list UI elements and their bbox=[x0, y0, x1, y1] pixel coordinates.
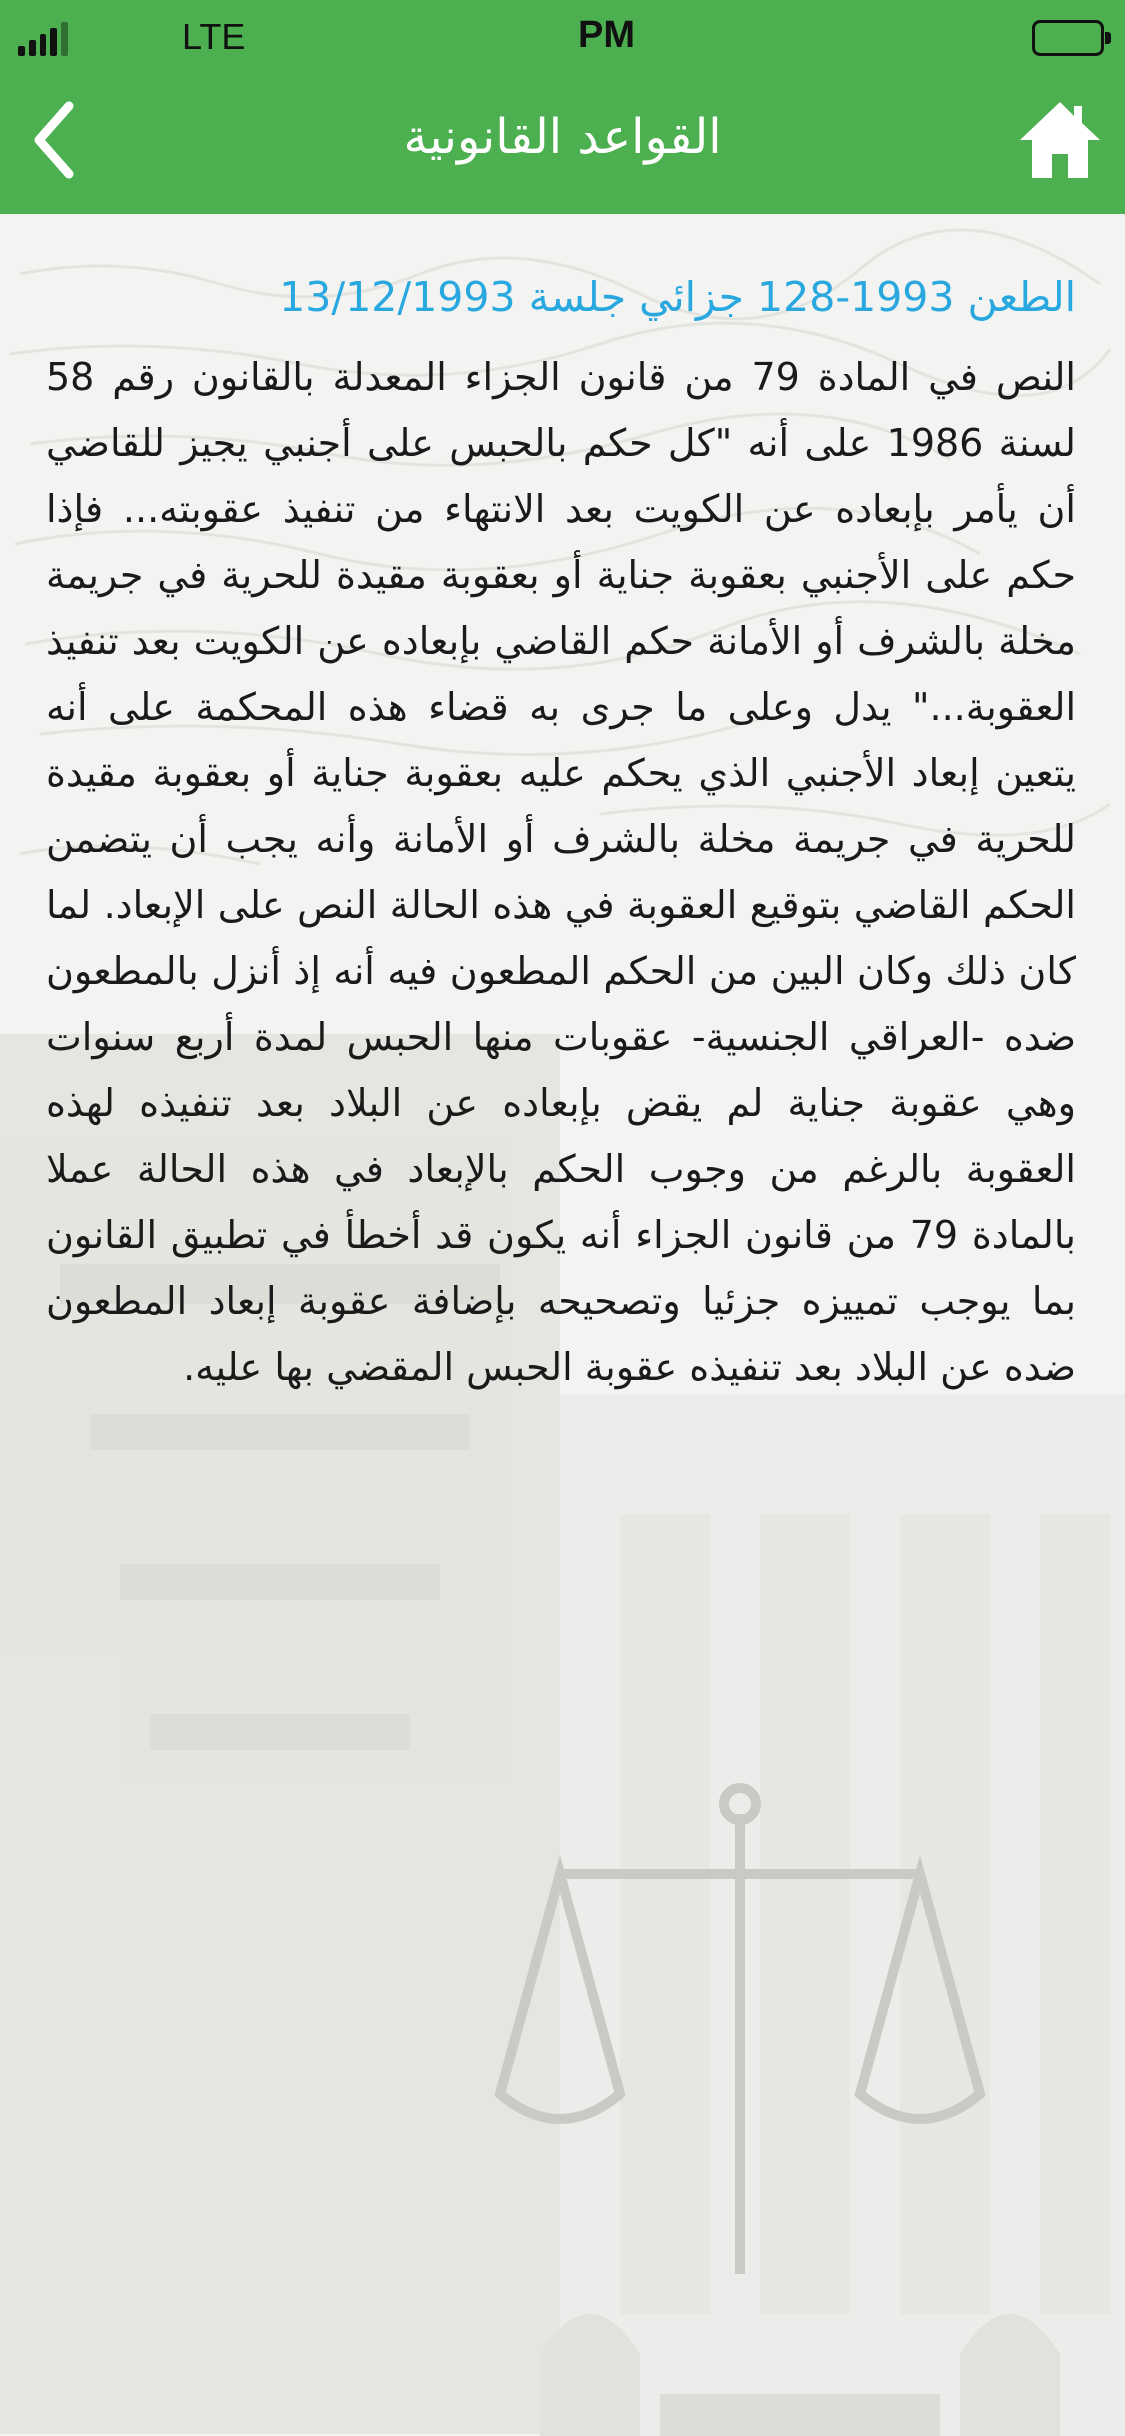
case-body-text: النص في المادة 79 من قانون الجزاء المعدلة بالقانون رقم 58 لسنة 1986 على أنه "كل حكم بالحبس على أجنبي يجيز للقاضي أن يأمر بإبعاده عن الكويت بعد الانتهاء من تنفيذ عقوبته... فإذا حكم على الأجنبي بعقوبة جناية أو بعقوبة مقيدة للحرية في جريمة مخلة بالشرف أو الأمانة حكم القاضي بإبعاده عن الكويت بعد تنفيذ العقوبة..." يدل وعلى ما جرى به قضاء هذه المحكمة على أنه يتعين إبعاد الأجنبي الذي يحكم عليه بعقوبة جناية أو بعقوبة مقيدة للحرية في جريمة مخلة بالشرف أو الأمانة وأنه يجب أن يتضمن الحكم القاضي بتوقيع العقوبة في هذه الحالة النص على الإبعاد. لما كان ذلك وكان البين من الحكم المطعون فيه أنه إذ أنزل بالمطعون ضده -العراقي الجنسية- عقوبات منها الحبس لمدة أربع سنوات وهي عقوبة جناية لم يقض بإبعاده عن البلاد بعد تنفيذه لهذه العقوبة بالرغم من وجوب الحكم بالإبعاد في هذه الحالة عملا بالمادة 79 من قانون الجزاء أنه يكون قد أخطأ في تطبيق القانون بما يوجب تمييزه جزئيا وتصحيحه بإضافة عقوبة إبعاد المطعون ضده عن البلاد بعد تنفيذه عقوبة الحبس المقضي بها عليه. bbox=[46, 355, 1076, 1389]
signal-strength-icon bbox=[18, 22, 68, 56]
ruling-content bbox=[46, 262, 1076, 1400]
carrier-label: LTE bbox=[182, 16, 246, 57]
app-header bbox=[0, 0, 1125, 214]
home-button[interactable] bbox=[1010, 90, 1110, 190]
page-title: القواعد القانونية bbox=[403, 109, 722, 165]
back-button[interactable] bbox=[18, 90, 88, 190]
status-bar bbox=[0, 0, 1125, 80]
chevron-left-icon bbox=[31, 100, 75, 180]
status-time: PM bbox=[578, 14, 635, 56]
case-title: الطعن 1993-128 جزائي جلسة 13/12/1993 bbox=[279, 273, 1076, 321]
home-icon bbox=[1018, 98, 1102, 182]
battery-icon bbox=[1032, 20, 1104, 56]
nav-bar bbox=[0, 80, 1125, 214]
